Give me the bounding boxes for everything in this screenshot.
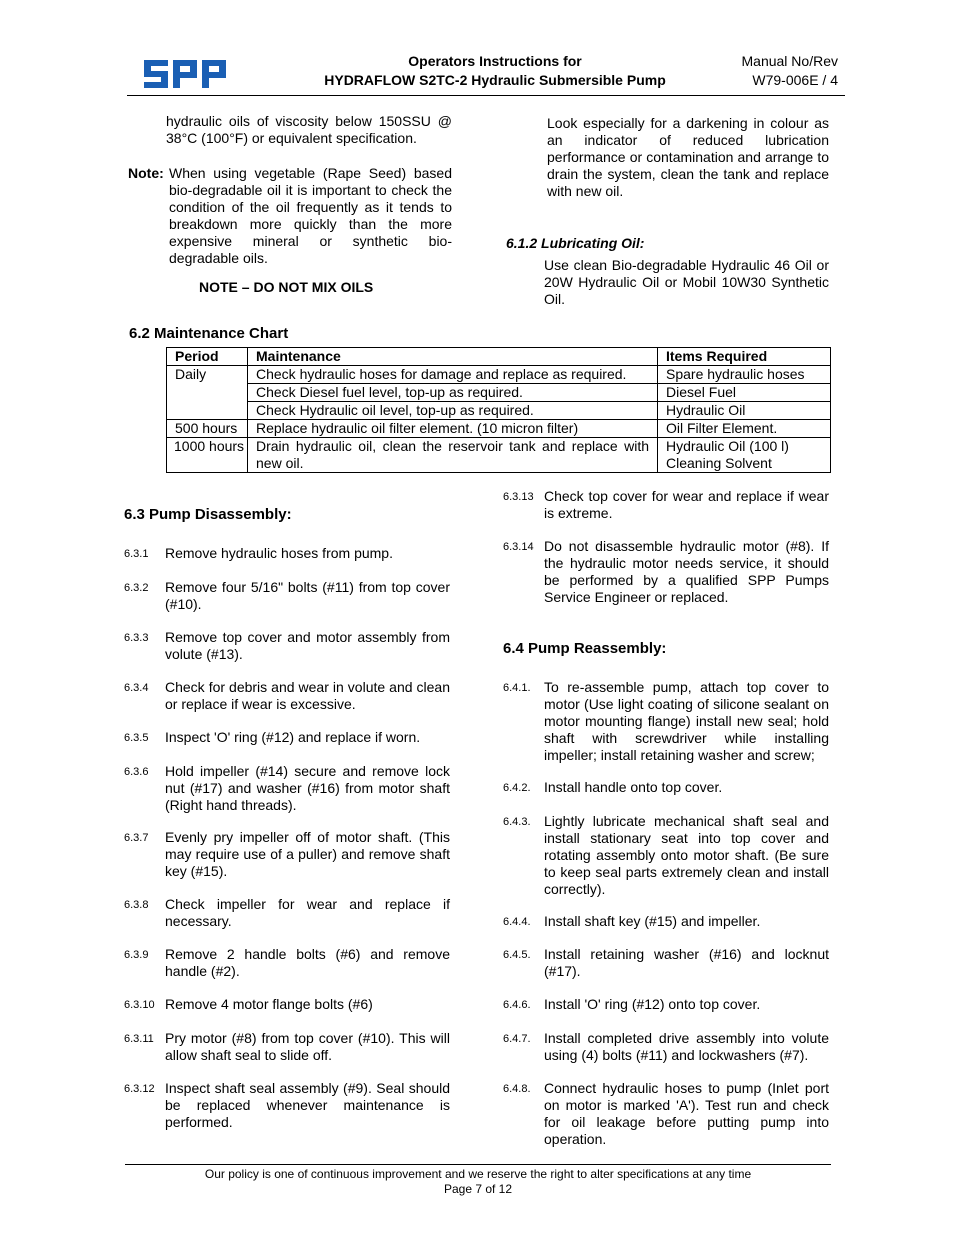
items-line: Cleaning Solvent	[666, 455, 772, 471]
step-text: Install retaining washer (#16) and locknut (#17).	[544, 946, 829, 979]
step-number: 6.3.1	[124, 548, 149, 560]
step-text: Remove top cover and motor assembly from volute (#13).	[165, 629, 450, 662]
task-cell: Check Diesel fuel level, top-up as required.	[248, 384, 658, 402]
header-items: Items Required	[658, 348, 831, 366]
items-cell: Diesel Fuel	[658, 384, 831, 402]
step-number: 6.4.8.	[503, 1083, 531, 1095]
step-number: 6.3.2	[124, 582, 149, 594]
page-number: Page 7 of 12	[443, 1182, 513, 1196]
step-text: Remove hydraulic hoses from pump.	[165, 545, 393, 561]
step-text: Remove four 5/16" bolts (#11) from top cover (#10).	[165, 579, 450, 612]
step-number: 6.3.7	[124, 832, 149, 844]
step-number: 6.3.10	[124, 999, 155, 1011]
table-header-row	[167, 348, 831, 366]
task-cell: Check hydraulic hoses for damage and replace as required.	[248, 366, 658, 384]
step-number: 6.3.14	[503, 541, 534, 553]
step-text: To re-assemble pump, attach top cover to motor (Use light coating of silicone sealant on motor mounting flange) install new seal; hold shaft with screwdriver while installing impeller; install retaining washer and screw;	[544, 679, 829, 763]
step-text: Inspect 'O' ring (#12) and replace if worn.	[165, 729, 421, 745]
step-text: Remove 2 handle bolts (#6) and remove handle (#2).	[165, 946, 450, 979]
manual-value: W79-006E / 4	[752, 72, 838, 88]
footer-rule	[125, 1164, 831, 1165]
step-number: 6.4.4.	[503, 916, 531, 928]
step-text: Do not disassemble hydraulic motor (#8). If the hydraulic motor needs service, it should be performed by a qualified SPP Pumps Service Engineer or replaced.	[544, 538, 829, 605]
header-rule	[127, 95, 845, 96]
step-number: 6.3.12	[124, 1083, 155, 1095]
step-number: 6.4.7.	[503, 1033, 531, 1045]
table-row	[167, 420, 831, 438]
note-label: Note:	[128, 165, 164, 181]
header-maintenance: Maintenance	[248, 348, 658, 366]
manual-label: Manual No/Rev	[741, 53, 838, 69]
header-period: Period	[167, 348, 248, 366]
task-cell: Drain hydraulic oil, clean the reservoir tank and replace with new oil.	[248, 438, 658, 473]
title-line-1: Operators Instructions for	[408, 53, 582, 69]
step-text: Install completed drive assembly into volute using (4) bolts (#11) and lockwashers (#7).	[544, 1030, 829, 1063]
reassembly-heading: 6.4 Pump Reassembly:	[503, 640, 667, 657]
step-number: 6.4.2.	[503, 782, 531, 794]
maintenance-chart-heading: 6.2 Maintenance Chart	[129, 325, 289, 342]
step-number: 6.3.8	[124, 899, 149, 911]
period-cell: Daily	[167, 366, 248, 420]
disassembly-heading: 6.3 Pump Disassembly:	[124, 506, 292, 523]
items-cell: Hydraulic Oil	[658, 402, 831, 420]
step-number: 6.4.5.	[503, 949, 531, 961]
oil-viscosity-text: hydraulic oils of viscosity below 150SSU @ 38°C (100°F) or equivalent specification.	[166, 113, 452, 146]
footer-policy: Our policy is one of continuous improvement and we reserve the right to alter specifications at any time	[204, 1167, 752, 1181]
maintenance-table	[166, 347, 831, 473]
lubricating-oil-heading: 6.1.2 Lubricating Oil:	[506, 235, 645, 251]
spp-logo-icon	[143, 57, 227, 91]
note-text: When using vegetable (Rape Seed) based bio-degradable oil it is important to check the condition of the oil frequently as it tends to breakdown more quickly than the more expensive mineral or synthetic bio-degradable oils.	[169, 165, 452, 266]
step-text: Remove 4 motor flange bolts (#6)	[165, 996, 373, 1012]
maintenance-table-wrap	[166, 347, 831, 473]
table-row	[167, 402, 831, 420]
step-text: Install shaft key (#15) and impeller.	[544, 913, 761, 929]
step-text: Check for debris and wear in volute and clean or replace if wear is excessive.	[165, 679, 450, 712]
step-number: 6.3.9	[124, 949, 149, 961]
step-text: Inspect shaft seal assembly (#9). Seal should be replaced whenever maintenance is performed.	[165, 1080, 450, 1130]
lubricating-oil-text: Use clean Bio-degradable Hydraulic 46 Oil or 20W Hydraulic Oil or Mobil 10W30 Synthetic Oil.	[544, 257, 829, 307]
period-cell: 500 hours	[167, 420, 248, 438]
no-mix-warning: NOTE – DO NOT MIX OILS	[199, 279, 374, 295]
step-number: 6.3.13	[503, 491, 534, 503]
company-logo	[143, 57, 227, 91]
logo-text: SPP	[143, 57, 146, 58]
step-text: Evenly pry impeller off of motor shaft. (This may require use of a puller) and remove shaft key (#15).	[165, 829, 450, 879]
step-number: 6.3.3	[124, 632, 149, 644]
step-text: Hold impeller (#14) secure and remove lock nut (#17) and washer (#16) from motor shaft (Right hand threads).	[165, 763, 450, 813]
oil-condition-text: Look especially for a darkening in colour as an indicator of reduced lubrication performance or contamination and arrange to drain the system, clean the tank and replace with new oil.	[547, 115, 829, 199]
step-number: 6.3.5	[124, 732, 149, 744]
task-cell: Check Hydraulic oil level, top-up as required.	[248, 402, 658, 420]
step-number: 6.4.1.	[503, 682, 531, 694]
manual-number	[742, 52, 839, 90]
step-text: Check impeller for wear and replace if necessary.	[165, 896, 450, 929]
table-row	[167, 384, 831, 402]
items-cell: Oil Filter Element.	[658, 420, 831, 438]
items-cell	[658, 438, 831, 473]
step-number: 6.4.3.	[503, 816, 531, 828]
items-line: Hydraulic Oil (100 l)	[666, 438, 789, 454]
step-text: Install 'O' ring (#12) onto top cover.	[544, 996, 761, 1012]
step-text: Install handle onto top cover.	[544, 779, 723, 795]
step-number: 6.3.6	[124, 766, 149, 778]
items-cell: Spare hydraulic hoses	[658, 366, 831, 384]
step-text: Pry motor (#8) from top cover (#10). This will allow shaft seal to slide off.	[165, 1030, 450, 1063]
step-text: Check top cover for wear and replace if wear is extreme.	[544, 488, 829, 521]
task-cell: Replace hydraulic oil filter element. (10 micron filter)	[248, 420, 658, 438]
step-number: 6.3.4	[124, 682, 149, 694]
step-text: Lightly lubricate mechanical shaft seal and install stationary seat into top cover and rotating assembly onto motor shaft. (Be sure to keep seal parts extremely clean and install correctly).	[544, 813, 829, 897]
title-line-2: HYDRAFLOW S2TC-2 Hydraulic Submersible Pump	[324, 72, 666, 88]
document-title	[290, 52, 700, 90]
step-number: 6.3.11	[124, 1033, 154, 1045]
table-row	[167, 366, 831, 384]
table-row	[167, 438, 831, 473]
footer	[125, 1167, 831, 1197]
period-cell: 1000 hours	[167, 438, 248, 473]
step-number: 6.4.6.	[503, 999, 531, 1011]
step-text: Connect hydraulic hoses to pump (Inlet port on motor is marked 'A'). Test run and check for oil leakage before putting pump into operation.	[544, 1080, 829, 1147]
